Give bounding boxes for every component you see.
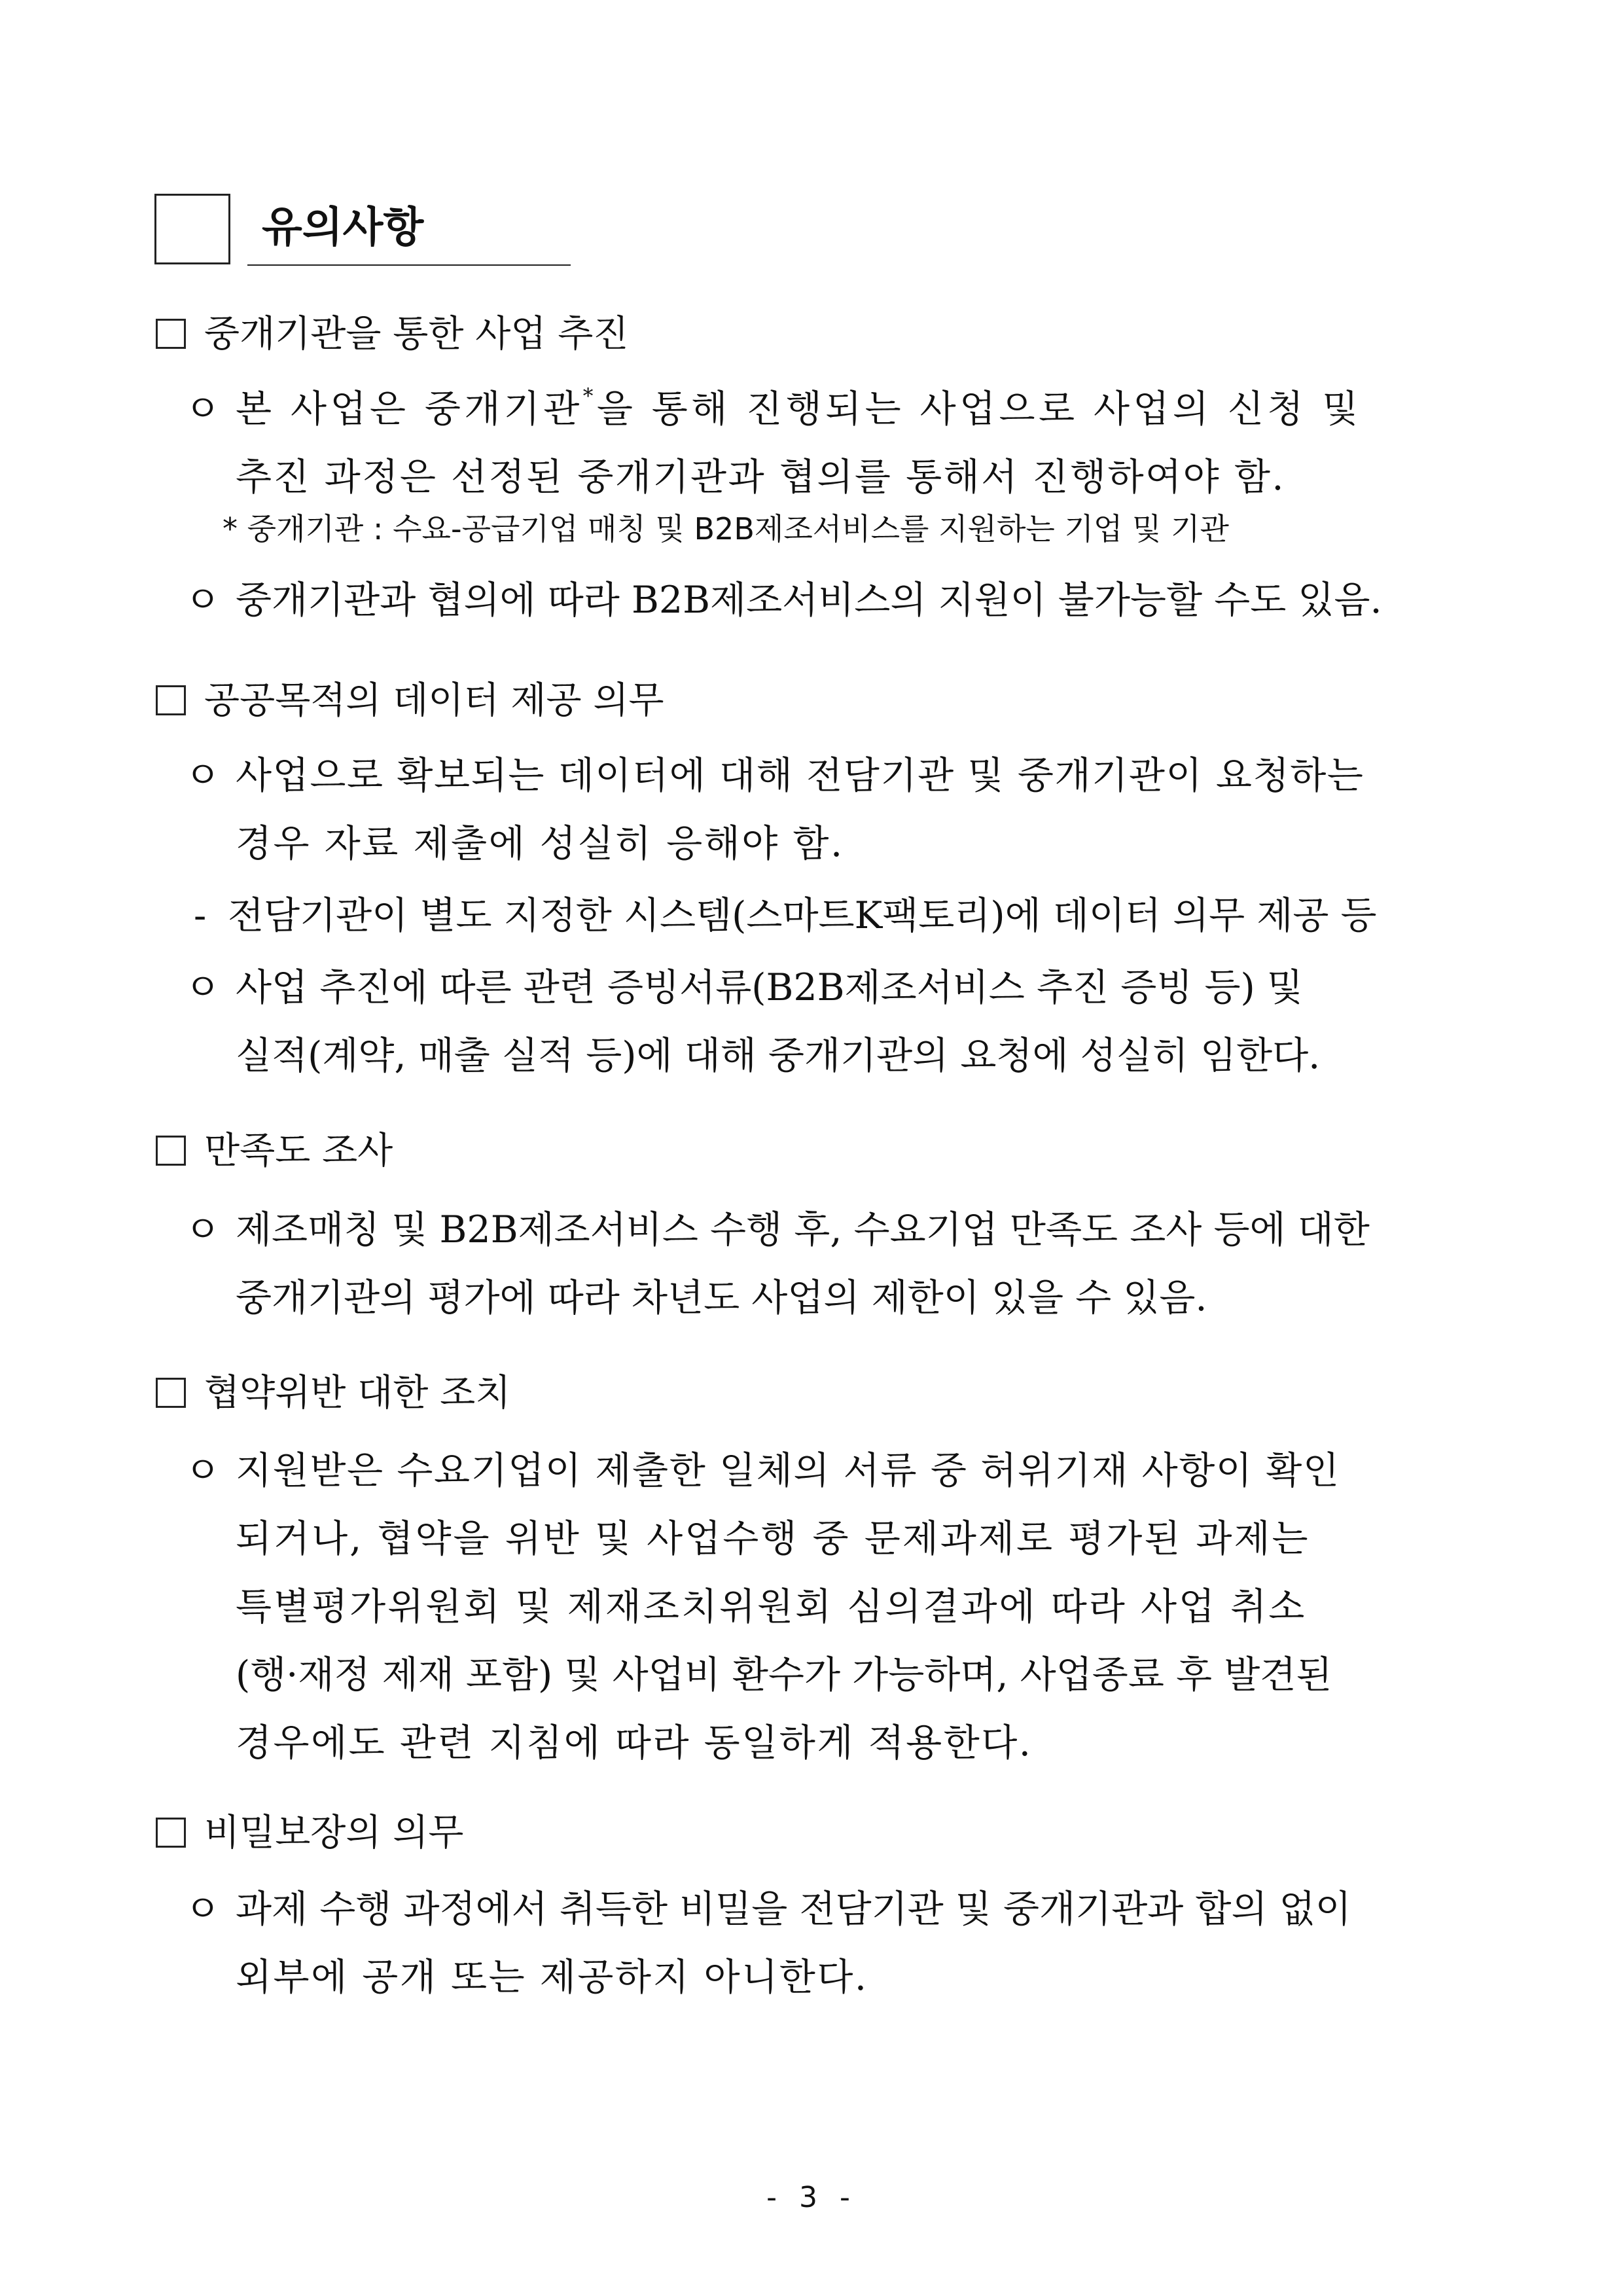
page-title: 유의사항 bbox=[262, 204, 424, 252]
bullet-line: 외부에 공개 또는 제공하지 아니한다. bbox=[236, 1956, 868, 1999]
bullet-line: 본 사업은 중개기관*을 통해 진행되는 사업으로 사업의 신청 및 bbox=[236, 384, 1362, 431]
bullet-line: 중개기관과 협의에 따라 B2B제조서비스의 지원이 불가능할 수도 있음. bbox=[236, 579, 1382, 622]
checkbox-square-icon bbox=[156, 1378, 186, 1408]
section-title: 중개기관을 통한 사업 추진 bbox=[204, 313, 629, 355]
bullet-line: 중개기관의 평가에 따라 차년도 사업의 제한이 있을 수 있음. bbox=[236, 1276, 1207, 1319]
bullet-line: 제조매칭 및 B2B제조서비스 수행 후, 수요기업 만족도 조사 등에 대한 bbox=[236, 1208, 1370, 1251]
bullet-marker: ㅇ bbox=[185, 1888, 221, 1931]
page-number: - 3 - bbox=[766, 2181, 857, 2214]
checkbox-square-icon bbox=[156, 685, 186, 715]
checkbox-square-icon bbox=[156, 1818, 186, 1848]
dash-item bbox=[194, 891, 1377, 940]
title-underline bbox=[247, 264, 571, 266]
section-title: 비밀보장의 의무 bbox=[204, 1812, 464, 1854]
dash-text: 전담기관이 별도 지정한 시스템(스마트K팩토리)에 데이터 의무 제공 등 bbox=[228, 894, 1377, 937]
section-title: 만족도 조사 bbox=[204, 1130, 393, 1172]
dash-marker: - bbox=[194, 894, 207, 937]
bullet-line: 추진 과정은 선정된 중개기관과 협의를 통해서 진행하여야 함. bbox=[236, 456, 1285, 499]
bullet-marker: ㅇ bbox=[185, 754, 221, 797]
section-heading-data bbox=[156, 677, 664, 725]
bullet-line: 실적(계약, 매출 실적 등)에 대해 중개기관의 요청에 성실히 임한다. bbox=[236, 1034, 1321, 1077]
section-title: 공공목적의 데이터 제공 의무 bbox=[204, 679, 664, 722]
bullet-line: 사업 추진에 따른 관련 증빙서류(B2B제조서비스 추진 증빙 등) 및 bbox=[236, 966, 1303, 1009]
checkbox-square-icon bbox=[156, 1136, 186, 1166]
bullet-line: 특별평가위원회 및 제재조치위원회 심의결과에 따라 사업 취소 bbox=[236, 1585, 1307, 1628]
footnote: * 중개기관 : 수요-공급기업 매칭 및 B2B제조서비스를 지원하는 기업 및 기관 bbox=[223, 511, 1229, 547]
footnote-mark: * bbox=[582, 384, 597, 408]
bullet-marker: ㅇ bbox=[185, 1208, 221, 1251]
bullet-line: 과제 수행 과정에서 취득한 비밀을 전담기관 및 중개기관과 합의 없이 bbox=[236, 1888, 1351, 1931]
bullet-line: 되거나, 협약을 위반 및 사업수행 중 문제과제로 평가된 과제는 bbox=[236, 1517, 1310, 1560]
bullet-marker: ㅇ bbox=[185, 579, 221, 622]
section-title: 협약위반 대한 조치 bbox=[204, 1372, 511, 1414]
bullet-line: 경우에도 관련 지침에 따라 동일하게 적용한다. bbox=[236, 1721, 1033, 1765]
checkbox-square-icon bbox=[156, 319, 186, 349]
bullet-marker: ㅇ bbox=[185, 1449, 221, 1492]
bullet-marker: ㅇ bbox=[185, 966, 221, 1009]
header-square-box bbox=[154, 194, 230, 264]
bullet-line: 경우 자료 제출에 성실히 응해야 함. bbox=[236, 822, 844, 865]
bullet-line: 사업으로 확보되는 데이터에 대해 전담기관 및 중개기관이 요청하는 bbox=[236, 754, 1364, 797]
bullet-line: (행·재정 제재 포함) 및 사업비 환수가 가능하며, 사업종료 후 발견된 bbox=[236, 1653, 1332, 1696]
section-heading-satisfaction bbox=[156, 1127, 393, 1175]
bullet-line: 지원받은 수요기업이 제출한 일체의 서류 중 허위기재 사항이 확인 bbox=[236, 1449, 1340, 1492]
section-heading-brokerage bbox=[156, 310, 628, 359]
section-heading-confidentiality bbox=[156, 1809, 463, 1857]
bullet-marker: ㅇ bbox=[185, 387, 221, 431]
section-heading-violation bbox=[156, 1369, 510, 1418]
